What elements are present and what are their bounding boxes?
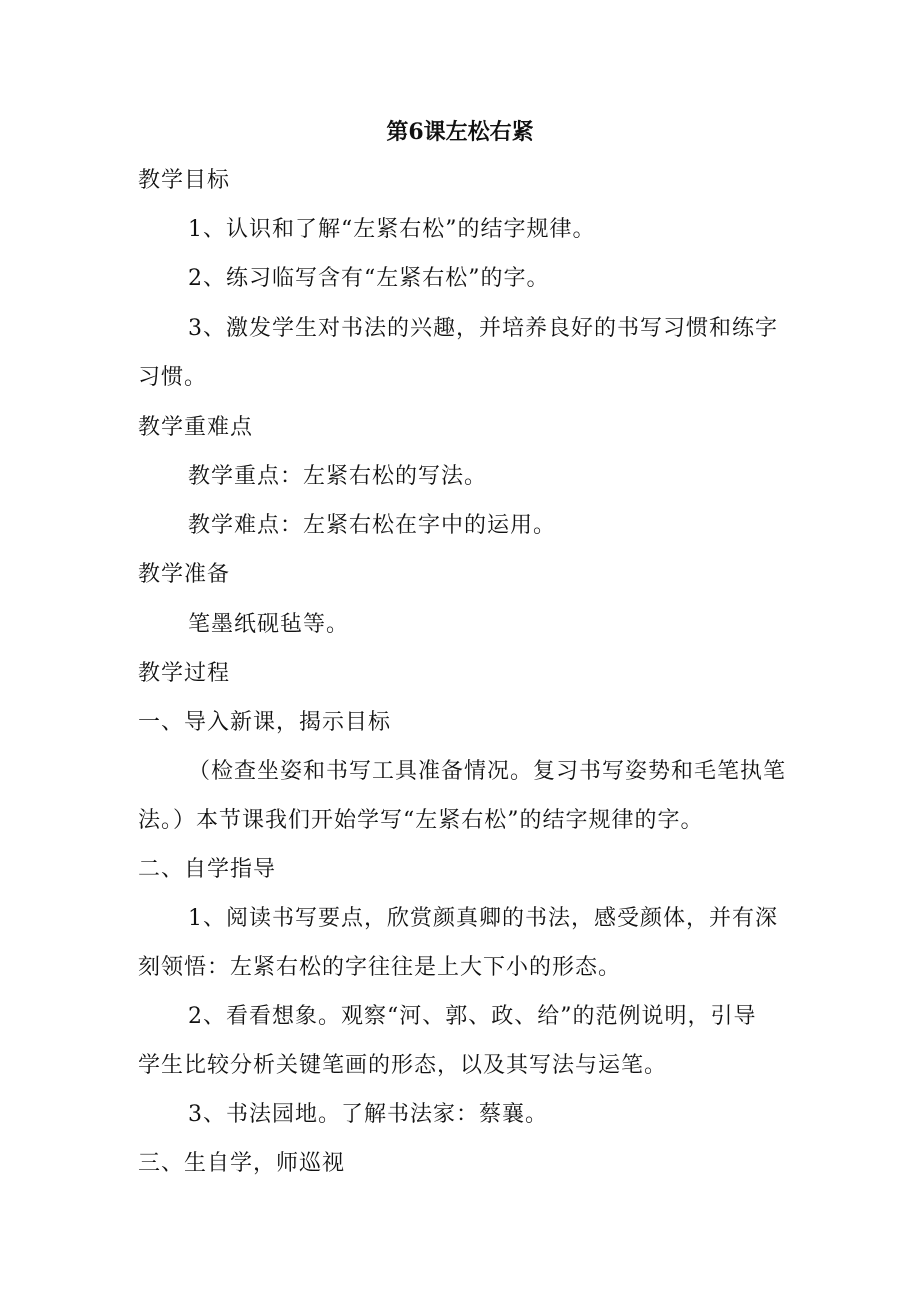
part-2-item-1-line-1: 1、阅读书写要点，欣赏颜真卿的书法，感受颜体，并有深 <box>188 906 778 931</box>
difficult-point: 教学难点：左紧右松在字中的运用。 <box>188 513 557 538</box>
goals-heading: 教学目标 <box>138 168 231 193</box>
part-2-item-3: 3、书法园地。了解书法家：蔡襄。 <box>188 1102 548 1127</box>
key-point: 教学重点：左紧右松的写法。 <box>188 464 488 489</box>
goal-item-1: 1、认识和了解“左紧右松”的结字规律。 <box>188 217 596 242</box>
part-2-item-1-line-2: 刻领悟：左紧右松的字往往是上大下小的形态。 <box>138 955 622 980</box>
goal-item-3-line-1: 3、激发学生对书法的兴趣，并培养良好的书写习惯和练字 <box>188 316 778 341</box>
part-1-line-1: （检查坐姿和书写工具准备情况。复习书写姿势和毛笔执笔 <box>188 759 787 784</box>
goal-item-3-line-2: 习惯。 <box>138 365 208 390</box>
part-2-item-2-line-2: 学生比较分析关键笔画的形态，以及其写法与运笔。 <box>138 1053 668 1078</box>
part-2-item-2-line-1: 2、看看想象。观察“河、郭、政、给”的范例说明，引导 <box>188 1004 757 1029</box>
preparation-text: 笔墨纸砚毡等。 <box>188 612 350 637</box>
process-heading: 教学过程 <box>138 661 231 686</box>
part-3-heading: 三、生自学，师巡视 <box>138 1151 346 1176</box>
lesson-title: 第6课左松右紧 <box>386 119 534 145</box>
part-2-heading: 二、自学指导 <box>138 857 277 882</box>
part-1-line-2: 法。）本节课我们开始学写“左紧右松”的结字规律的字。 <box>138 808 704 833</box>
difficulties-heading: 教学重难点 <box>138 415 254 440</box>
preparation-heading: 教学准备 <box>138 562 231 587</box>
part-1-heading: 一、导入新课，揭示目标 <box>138 710 392 735</box>
goal-item-2: 2、练习临写含有“左紧右松”的字。 <box>188 266 550 291</box>
